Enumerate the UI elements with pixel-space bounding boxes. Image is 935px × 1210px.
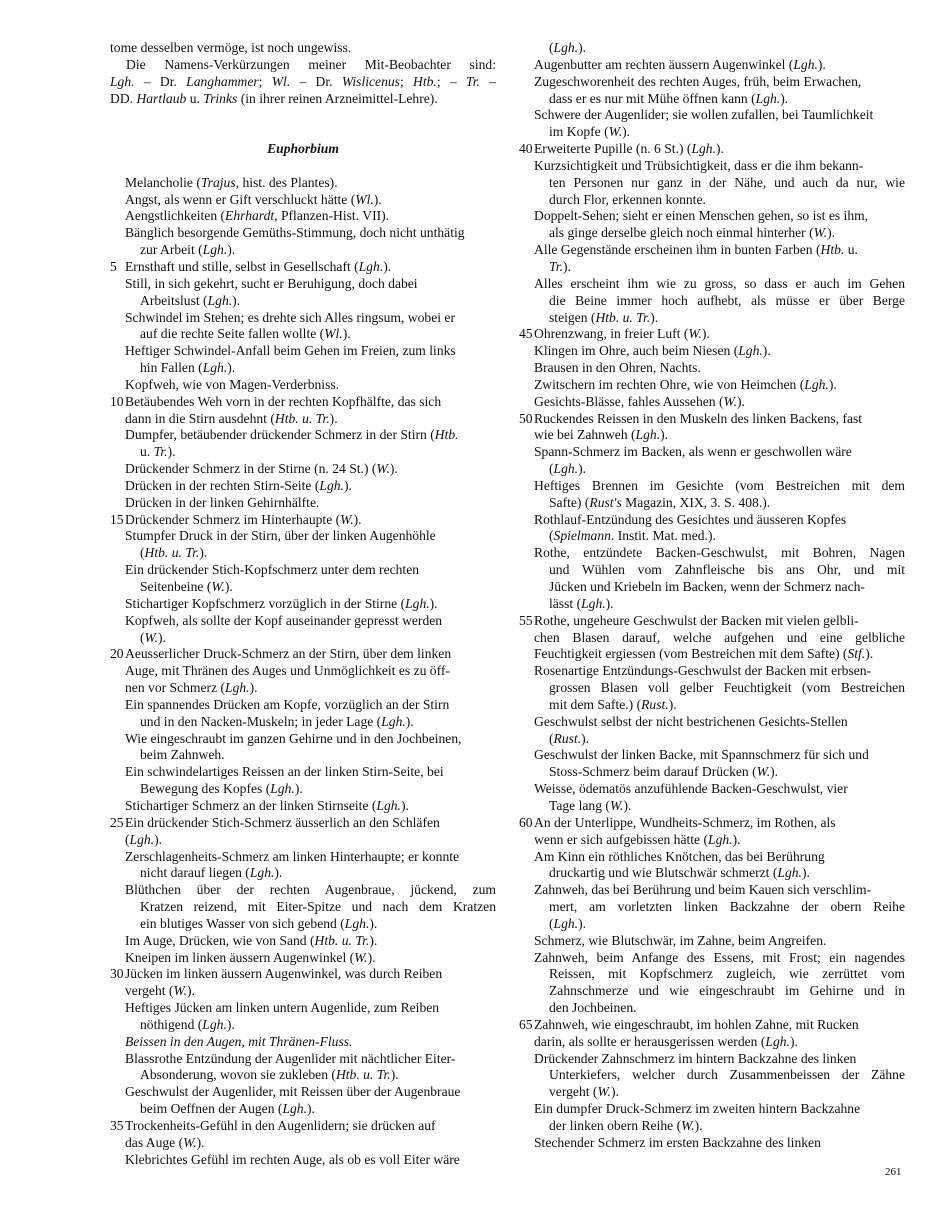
text-line [519,1000,905,1017]
line-text: ten Personen nur ganz in der Nähe, und auch da nur, wie [549,174,905,190]
text-line [110,613,496,630]
line-text: Bänglich besorgende Gemüths-Stimmung, doch nicht unthätig [125,225,465,241]
text-line [519,697,905,714]
line-text: Zahnschmerze und wie eingeschraubt im Gehirne und in [549,983,905,999]
line-text: Rosenartige Entzündungs-Geschwulst der Backen mit erbsen- [534,663,872,679]
text-line [110,107,496,124]
text-line [519,1067,905,1084]
text-line [519,1135,905,1152]
line-text: Zwitschern im rechten Ohre, wie von Heimchen (Lgh.). [534,376,837,392]
line-text: Augenbutter am rechten äussern Augenwinkel (Lgh.). [534,56,826,72]
line-text: Weisse, ödematös anzufühlende Backen-Geschwulst, vier [534,781,848,797]
line-text: Zugeschworenheit des rechten Auges, früh, beim Erwachen, [534,73,862,89]
line-text: auf die rechte Seite fallen wollte (Wl.). [140,326,351,342]
text-line [519,1034,905,1051]
text-line [110,91,496,108]
text-line [110,933,496,950]
line-text: Die Namens-Verkürzungen meiner Mit-Beobachter sind: [126,56,496,72]
text-line [110,444,496,461]
text-line [110,832,496,849]
text-line [519,966,905,983]
text-line [110,966,496,983]
line-text: im Kopfe (W.). [549,124,631,140]
text-line [110,461,496,478]
text-line [110,1067,496,1084]
line-text: Dumpfer, betäubender drückender Schmerz in der Stirn (Htb. [125,427,459,443]
line-text: Absonderung, wovon sie zukleben (Htb. u. Tr.). [140,1067,399,1083]
text-line [110,646,496,663]
line-text: Zahnweh, das bei Berührung und beim Kauen sich verschlim- [534,882,872,898]
line-text: Schwere der Augenlider; sie wollen zufallen, bei Taumlichkeit [534,107,874,123]
text-line [110,360,496,377]
line-text: Ein schwindelartiges Reissen an der linken Stirn-Seite, bei [125,764,444,780]
text-line [519,764,905,781]
text-line [519,815,905,832]
text-line [519,124,905,141]
line-text: (W.). [140,629,166,645]
entry-number: 50 [519,410,533,426]
line-text: Trockenheits-Gefühl in den Augenlidern; sie drücken auf [125,1118,436,1133]
text-line [519,579,905,596]
text-line [519,394,905,411]
line-text: An der Unterlippe, Wundheits-Schmerz, im Rothen, als [534,814,836,830]
text-line [110,916,496,933]
text-line [110,512,496,529]
line-text: (Spielmann. Instit. Mat. med.). [549,528,716,544]
text-line [519,259,905,276]
line-text: Geschwulst selbst der nicht bestrichenen Gesichts-Stellen [534,713,848,729]
entry-number: 45 [519,326,533,342]
text-line [110,579,496,596]
line-text: Heftiges Jücken am linken untern Augenlide, zum Reiben [125,1000,440,1016]
line-text: Klebrichtes Gefühl im rechten Auge, als ob es voll Eiter wäre [125,1151,460,1167]
line-text: dass er es nur mit Mühe öffnen kann (Lgh.). [549,90,789,106]
text-line [519,343,905,360]
line-text: Jücken und Kriebeln im Backen, wenn der Schmerz nach- [549,579,865,594]
text-line [519,798,905,815]
line-text: Gesichts-Blässe, fahles Aussehen (W.). [534,393,745,409]
line-text: vergeht (W.). [125,983,195,999]
line-text: Blassrothe Entzündung der Augenlider mit nächtlicher Eiter- [125,1050,456,1066]
line-text: mit dem Safte.) (Rust.). [549,696,677,712]
entry-number: 60 [519,814,533,830]
line-text: Geschwulst der Augenlider, mit Reissen über der Augenbraue [125,1084,461,1100]
text-line [519,141,905,158]
text-line [519,192,905,209]
text-line [110,596,496,613]
text-line [110,747,496,764]
text-line [519,596,905,613]
line-text: Stoss-Schmerz beim darauf Drücken (W.). [549,764,779,780]
line-text: nen vor Schmerz (Lgh.). [125,680,258,696]
line-text: ein blutiges Wasser von sich gebend (Lgh.). [140,915,378,931]
text-line [519,512,905,529]
line-text: den Jochbeinen. [549,1000,637,1016]
text-line [519,950,905,967]
text-line [110,731,496,748]
text-line [519,1051,905,1068]
entry-number: 65 [519,1016,533,1032]
text-line [110,158,496,175]
line-text: Wie eingeschraubt im ganzen Gehirne und in den Jochbeinen, [125,730,462,746]
line-text: Zahnweh, beim Anfange des Essens, mit Frost; ein nagendes [534,949,905,965]
line-text: Angst, als wenn er Gift verschluckt hätte (Wl.). [125,191,382,207]
text-line [519,208,905,225]
line-text: Kopfweh, als sollte der Kopf auseinander gepresst werden [125,612,443,628]
text-line [519,899,905,916]
text-line [110,326,496,343]
text-line [110,208,496,225]
line-text: Spann-Schmerz im Backen, als wenn er geschwollen wäre [534,444,852,460]
text-line [110,714,496,731]
text-line [519,781,905,798]
text-line [110,764,496,781]
text-line [110,950,496,967]
text-line [110,697,496,714]
text-line [110,1084,496,1101]
text-line [519,714,905,731]
text-line [519,377,905,394]
text-line [519,495,905,512]
line-text: Rothlauf-Entzündung des Gesichtes und äusseren Kopfes [534,511,847,527]
line-text: hin Fallen (Lgh.). [140,360,236,376]
text-line [519,40,905,57]
entry-number: 15 [110,511,124,527]
line-text: Im Auge, Drücken, wie von Sand (Htb. u. Tr.). [125,932,378,948]
line-text: (Lgh.). [549,461,587,477]
line-text: Drückender Zahnschmerz im hintern Backzahne des linken [534,1050,857,1066]
text-line [110,1101,496,1118]
line-text: steigen (Htb. u. Tr.). [549,309,659,325]
line-text: mert, am vorletzten linken Backzahne der obern Reihe [549,899,905,915]
line-text: der linken obern Reihe (W.). [549,1118,703,1133]
line-text: Ohrenzwang, in freier Luft (W.). [534,326,710,342]
entry-number: 25 [110,814,124,830]
entry-number: 40 [519,141,533,157]
text-line [519,731,905,748]
text-line [519,107,905,124]
text-line [519,326,905,343]
text-line [110,983,496,1000]
line-text: die Beine immer hoch aufhebt, als müsse er über Berge [549,292,905,308]
line-text: druckartig und wie Blutschwär schmerzt (Lgh.). [549,865,810,881]
line-text: Ein drückender Stich-Kopfschmerz unter dem rechten [125,562,420,578]
line-text: Drückender Schmerz in der Stirne (n. 24 St.) (W.). [125,461,398,477]
text-line [110,1135,496,1152]
text-line [519,933,905,950]
text-line [110,478,496,495]
text-line [519,1101,905,1118]
line-text: Euphorbium [267,141,339,157]
line-text: dann in die Stirn ausdehnt (Htb. u. Tr.). [125,410,338,426]
line-text: Tage lang (W.). [549,797,632,813]
line-text: Safte) (Rust's Magazin, XIX, 3. S. 408.). [549,494,771,510]
line-text: wenn er sich aufgebissen hätte (Lgh.). [534,831,741,847]
text-line [519,57,905,74]
text-line [110,40,496,57]
line-text: tome desselben vermöge, ist noch ungewiss. [110,40,352,55]
text-line [110,310,496,327]
text-line [110,259,496,276]
text-line [519,411,905,428]
line-text: und Wühlen vom Zahnfleische bis ans Ohr, und mit [549,562,905,578]
text-line [110,124,496,141]
line-text: Kurzsichtigkeit und Trübsichtigkeit, dass er die ihm bekann- [534,157,864,173]
line-text: Bewegung des Kopfes (Lgh.). [140,781,303,797]
entry-number: 55 [519,612,533,628]
line-text: Erweiterte Pupille (n. 6 St.) (Lgh.). [534,141,724,157]
text-line [519,74,905,91]
line-text: Kneipen im linken äussern Augenwinkel (W.). [125,949,376,965]
text-line [519,562,905,579]
line-text: Kratzen reizend, mit Eiter-Spitze und nach dem Kratzen [140,899,496,915]
text-line [110,781,496,798]
line-text: (Lgh.). [549,915,587,931]
line-text: wie bei Zahnweh (Lgh.). [534,427,669,443]
text-line [519,865,905,882]
text-line [110,1017,496,1034]
line-text: Jücken im linken äussern Augenwinkel, was durch Reiben [125,966,443,982]
text-line [519,293,905,310]
text-line [519,646,905,663]
text-line [110,849,496,866]
text-line [110,495,496,512]
text-line [110,276,496,293]
line-text: Still, in sich gekehrt, sucht er Beruhigung, doch dabei [125,275,418,291]
text-line [110,1051,496,1068]
line-text: Ein dumpfer Druck-Schmerz im zweiten hintern Backzahne [534,1101,861,1117]
line-text: Arbeitslust (Lgh.). [140,292,241,308]
text-line [110,1118,496,1135]
line-text: (Rust.). [549,730,590,746]
line-text: Beissen in den Augen, mit Thränen-Fluss. [125,1033,353,1049]
page-number: 261 [885,1166,902,1178]
text-line [110,293,496,310]
line-text: grossen Blasen voll gelber Feuchtigkeit (vom Bestreichen [549,680,905,696]
line-text: Reissen, mit Kopfschmerz zugleich, wie zerrüttet vom [549,966,905,982]
line-text: das Auge (W.). [125,1134,205,1150]
line-text: Doppelt-Sehen; sieht er einen Menschen gehen, so ist es ihm, [534,208,869,224]
line-text: Alle Gegenstände erscheinen ihm in bunten Farben (Htb. u. [534,242,858,258]
text-line [519,630,905,647]
text-line [519,680,905,697]
line-text: Drückender Schmerz im Hinterhaupte (W.). [125,511,362,527]
line-text: Stichartiger Schmerz an der linken Stirnseite (Lgh.). [125,797,409,813]
text-line [519,1118,905,1135]
text-line [519,310,905,327]
text-line [519,916,905,933]
text-line [110,882,496,899]
line-text: und in den Nacken-Muskeln; in jeder Lage (Lgh.). [140,713,414,729]
line-text: lässt (Lgh.). [549,595,614,611]
text-line [519,983,905,1000]
line-text: Alles erscheint ihm wie zu gross, so dass er auch im Gehen [534,275,905,291]
entry-number: 20 [110,646,124,662]
line-text: Lgh. – Dr. Langhammer; Wl. – Dr. Wislicenus; Htb.; – Tr. – [110,73,496,89]
line-text: Geschwulst der linken Backe, mit Spannschmerz für sich und [534,747,869,763]
line-text: Kopfweh, wie von Magen-Verderbniss. [125,376,340,392]
line-text: (Lgh.). [549,40,587,55]
line-text: durch Flor, erkennen konnte. [549,191,706,207]
text-line [519,360,905,377]
entry-number: 10 [110,393,124,409]
text-line [110,242,496,259]
line-text: Stumpfer Druck in der Stirn, über der linken Augenhöhle [125,528,436,544]
line-text: Feuchtigkeit ergiessen (vom Bestreichen mit dem Safte) (Stf.). [534,646,874,662]
text-line [110,1034,496,1051]
line-text: darin, als sollte er herausgerissen werden (Lgh.). [534,1033,798,1049]
text-line [519,276,905,293]
text-line [110,528,496,545]
text-line [110,427,496,444]
line-text: vergeht (W.). [549,1084,619,1100]
entry-number: 35 [110,1118,124,1133]
line-text: Heftiger Schwindel-Anfall beim Gehen im Freien, zum links [125,343,456,359]
text-line [110,74,496,91]
line-text: Ernsthaft und stille, selbst in Gesellschaft (Lgh.). [125,258,392,274]
line-text: Aengstlichkeiten (Ehrhardt, Pflanzen-Hist. VII). [125,208,390,224]
text-line [110,865,496,882]
line-text: Blüthchen über der rechten Augenbraue, jückend, zum [125,882,496,898]
text-line [519,444,905,461]
line-text: Ein drückender Stich-Schmerz äusserlich an den Schläfen [125,814,440,830]
line-text: Betäubendes Weh vorn in der rechten Kopfhälfte, das sich [125,393,442,409]
text-line [519,91,905,108]
line-text: (Lgh.). [125,831,163,847]
line-text: Rothe, ungeheure Geschwulst der Backen mit vielen gelbli- [534,612,859,628]
left-column [110,40,496,1169]
text-line [110,411,496,428]
entry-number: 30 [110,966,124,982]
text-line [519,528,905,545]
line-text: als ginge derselbe gleich noch einmal hinterher (W.). [549,225,836,241]
line-text: beim Zahnweh. [140,747,225,763]
line-text: Rothe, entzündete Backen-Geschwulst, mit Bohren, Nagen [534,545,905,561]
line-text: Heftiges Brennen im Gesichte (vom Bestreichen mit dem [534,477,905,493]
text-line [519,747,905,764]
line-text: Ruckendes Reissen in den Muskeln des linken Backens, fast [534,410,863,426]
line-text: Stichartiger Kopfschmerz vorzüglich in der Stirne (Lgh.). [125,595,438,611]
line-text: nicht darauf liegen (Lgh.). [140,865,283,881]
line-text: Am Kinn ein röthliches Knötchen, das bei Berührung [534,848,825,864]
text-line [519,882,905,899]
text-line [519,427,905,444]
text-line [110,175,496,192]
text-line [110,562,496,579]
text-line [110,663,496,680]
text-line [519,225,905,242]
line-text: Brausen in den Ohren, Nachts. [534,360,701,376]
line-text: Ein spannendes Drücken am Kopfe, vorzüglich an der Stirn [125,696,450,712]
line-text: u. Tr.). [140,444,176,460]
text-line [110,57,496,74]
line-text: Melancholie (Trajus, hist. des Plantes). [125,174,338,190]
line-text: Drücken in der rechten Stirn-Seite (Lgh.). [125,477,352,493]
line-text: Aeusserlicher Druck-Schmerz an der Stirn, über dem linken [125,646,452,662]
line-text: Klingen im Ohre, auch beim Niesen (Lgh.). [534,343,771,359]
text-line [519,1017,905,1034]
line-text: Schwindel im Stehen; es drehte sich Alles ringsum, wobei er [125,309,455,325]
text-line [110,1152,496,1169]
text-line [519,832,905,849]
text-line [110,899,496,916]
line-text: zur Arbeit (Lgh.). [140,242,236,258]
right-column [519,40,905,1152]
line-text: DD. Hartlaub u. Trinks (in ihrer reinen Arzneimittel-Lehre). [110,90,438,106]
line-text: Drücken in der linken Gehirnhälfte. [125,494,320,510]
text-line [519,478,905,495]
text-line [519,663,905,680]
text-line [110,798,496,815]
text-line [110,225,496,242]
text-line [110,630,496,647]
text-line [519,1084,905,1101]
text-line [519,461,905,478]
entry-number: 5 [110,258,117,274]
text-line [519,158,905,175]
text-line [110,192,496,209]
text-line [519,545,905,562]
line-text: chen Blasen darauf, welche aufgehen und eine gelbliche [534,629,905,645]
line-text: nöthigend (Lgh.). [140,1016,235,1032]
line-text: (Htb. u. Tr.). [140,545,208,561]
section-heading [110,141,496,158]
text-line [519,849,905,866]
text-line [110,1000,496,1017]
line-text: Seitenbeine (W.). [140,579,233,594]
line-text: Stechender Schmerz im ersten Backzahne des linken [534,1134,821,1150]
line-text: beim Oeffnen der Augen (Lgh.). [140,1101,315,1117]
text-line [110,343,496,360]
line-text: Unterkiefers, welcher durch Zusammenbeissen der Zähne [549,1067,905,1083]
text-line [110,377,496,394]
text-line [110,815,496,832]
text-line [110,680,496,697]
text-line [110,394,496,411]
text-line [519,175,905,192]
line-text: Zerschlagenheits-Schmerz am linken Hinterhaupte; er konnte [125,848,460,864]
line-text: Zahnweh, wie eingeschraubt, im hohlen Zahne, mit Rucken [534,1016,859,1032]
text-line [519,242,905,259]
line-text: Auge, mit Thränen des Auges und Unmöglichkeit es zu öff- [125,663,450,679]
line-text: Schmerz, wie Blutschwär, im Zahne, beim Angreifen. [534,932,827,948]
text-line [110,545,496,562]
text-line [519,613,905,630]
line-text: Tr.). [549,258,571,274]
